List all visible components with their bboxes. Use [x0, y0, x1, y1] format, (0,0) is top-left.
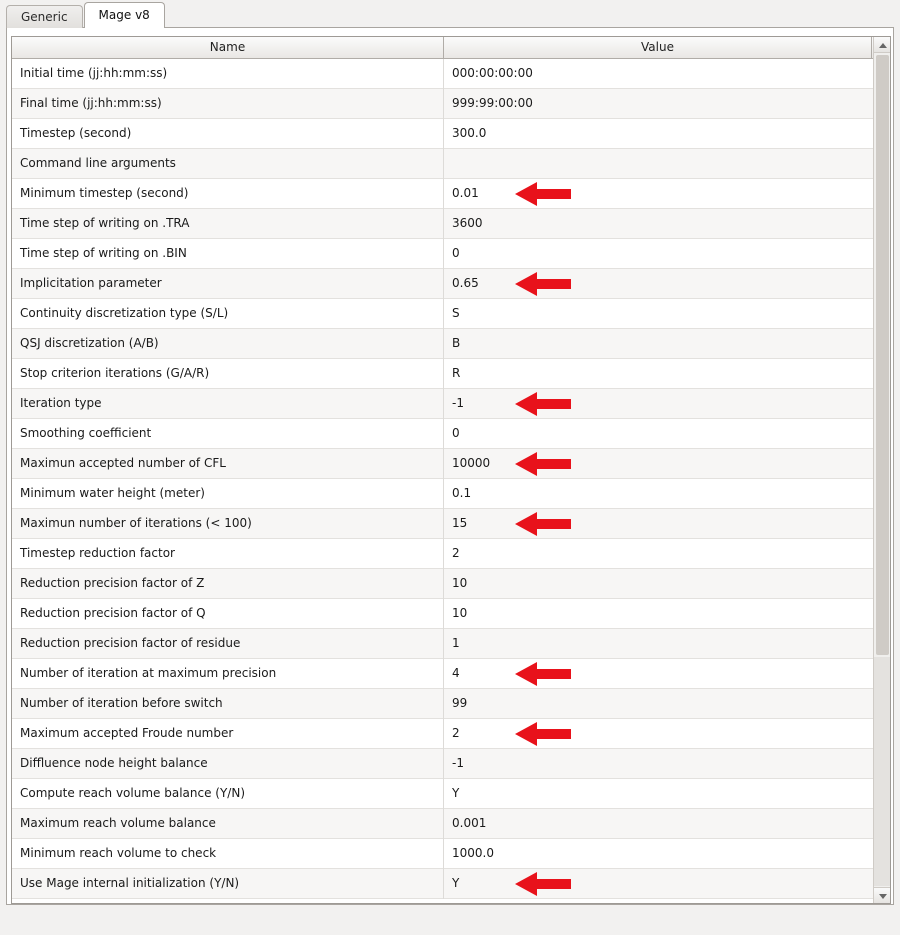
table-row[interactable]: [12, 719, 873, 749]
scroll-up-arrow-icon: [879, 43, 887, 48]
parameter-value-cell[interactable]: Y: [452, 786, 460, 800]
table-row[interactable]: [12, 599, 873, 629]
parameter-value-cell[interactable]: -1: [452, 756, 464, 770]
parameter-name-cell: Timestep reduction factor: [12, 539, 444, 569]
scroll-up-button[interactable]: [874, 37, 891, 53]
parameter-name-cell: Number of iteration at maximum precision: [12, 659, 444, 689]
parameter-name-cell: Maximum accepted Froude number: [12, 719, 444, 749]
parameter-name-cell: Implicitation parameter: [12, 269, 444, 299]
scroll-down-arrow-icon: [879, 894, 887, 899]
parameter-value-cell[interactable]: 10: [452, 606, 468, 620]
parameter-value-cell[interactable]: 99: [452, 696, 468, 710]
parameter-value-cell[interactable]: 2: [452, 726, 460, 740]
parameter-name-cell: Maximun accepted number of CFL: [12, 449, 444, 479]
parameter-name-cell: Minimum water height (meter): [12, 479, 444, 509]
table-row[interactable]: [12, 299, 873, 329]
tab-panel: [6, 27, 894, 905]
table-row[interactable]: [12, 149, 873, 179]
scroll-down-button[interactable]: [874, 887, 891, 903]
parameter-value-cell[interactable]: 3600: [452, 216, 483, 230]
vertical-scrollbar[interactable]: [873, 37, 890, 903]
table-row[interactable]: [12, 479, 873, 509]
table-row[interactable]: [12, 179, 873, 209]
parameter-name-cell: Reduction precision factor of residue: [12, 629, 444, 659]
parameter-name-cell: Continuity discretization type (S/L): [12, 299, 444, 329]
parameter-name-cell: Minimum reach volume to check: [12, 839, 444, 869]
table-row[interactable]: [12, 629, 873, 659]
table-row[interactable]: [12, 569, 873, 599]
table-row[interactable]: [12, 269, 873, 299]
parameter-name-cell: Number of iteration before switch: [12, 689, 444, 719]
parameter-name-cell: Reduction precision factor of Q: [12, 599, 444, 629]
parameter-name-cell: Reduction precision factor of Z: [12, 569, 444, 599]
parameter-value-cell[interactable]: 10000: [452, 456, 491, 470]
parameter-name-cell: Minimum timestep (second): [12, 179, 444, 209]
parameter-value-cell[interactable]: 0.01: [452, 186, 479, 200]
table-row[interactable]: [12, 449, 873, 479]
parameter-name-cell: Compute reach volume balance (Y/N): [12, 779, 444, 809]
parameter-value-cell[interactable]: 4: [452, 666, 460, 680]
parameter-value-cell[interactable]: [444, 149, 873, 179]
table-row[interactable]: [12, 389, 873, 419]
column-header-value[interactable]: Value: [444, 37, 872, 58]
table-row[interactable]: [12, 809, 873, 839]
parameter-value-cell[interactable]: -1: [452, 396, 464, 410]
parameter-value-cell[interactable]: 999:99:00:00: [452, 96, 533, 110]
table-row[interactable]: [12, 749, 873, 779]
parameter-value-cell[interactable]: 0.65: [452, 276, 479, 290]
parameter-value-cell[interactable]: 0.001: [452, 816, 487, 830]
table-row[interactable]: [12, 689, 873, 719]
parameter-value-cell[interactable]: 0: [452, 246, 460, 260]
scrollbar-thumb[interactable]: [876, 55, 889, 655]
parameter-name-cell: Maximum reach volume balance: [12, 809, 444, 839]
parameter-value-cell[interactable]: S: [452, 306, 460, 320]
parameter-name-cell: Initial time (jj:hh:mm:ss): [12, 59, 444, 89]
tab-generic[interactable]: [6, 5, 83, 28]
table-body: [12, 59, 873, 904]
table-row[interactable]: [12, 59, 873, 89]
table-row[interactable]: [12, 419, 873, 449]
parameter-name-cell: Use Mage internal initialization (Y/N): [12, 869, 444, 899]
parameter-value-cell[interactable]: 1000.0: [452, 846, 494, 860]
table-row[interactable]: [12, 239, 873, 269]
tab-bar: [6, 2, 166, 28]
parameter-name-cell: Timestep (second): [12, 119, 444, 149]
table-row[interactable]: [12, 779, 873, 809]
parameter-value-cell[interactable]: 1: [452, 636, 460, 650]
parameter-name-cell: Command line arguments: [12, 149, 444, 179]
table-row[interactable]: [12, 89, 873, 119]
parameter-name-cell: Maximun number of iterations (< 100): [12, 509, 444, 539]
parameter-name-cell: Iteration type: [12, 389, 444, 419]
scrollbar-track[interactable]: [874, 657, 891, 886]
parameter-name-cell: Time step of writing on .BIN: [12, 239, 444, 269]
tab-generic-label: Generic: [21, 10, 68, 24]
parameter-value-cell[interactable]: R: [452, 366, 461, 380]
table-row[interactable]: [12, 659, 873, 689]
parameter-name-cell: QSJ discretization (A/B): [12, 329, 444, 359]
table-header: [12, 37, 890, 59]
parameter-name-cell: Time step of writing on .TRA: [12, 209, 444, 239]
parameter-value-cell[interactable]: Y: [452, 876, 460, 890]
parameter-name-cell: Smoothing coefficient: [12, 419, 444, 449]
table-row[interactable]: [12, 539, 873, 569]
table-row[interactable]: [12, 509, 873, 539]
parameter-name-cell: Stop criterion iterations (G/A/R): [12, 359, 444, 389]
table-row[interactable]: [12, 869, 873, 899]
parameter-value-cell[interactable]: 10: [452, 576, 468, 590]
parameter-value-cell[interactable]: 15: [452, 516, 468, 530]
column-header-name[interactable]: Name: [12, 37, 444, 58]
table-row[interactable]: [12, 359, 873, 389]
parameter-value-cell[interactable]: 2: [452, 546, 460, 560]
tab-mage-v8-label: Mage v8: [98, 8, 150, 22]
parameter-name-cell: Final time (jj:hh:mm:ss): [12, 89, 444, 119]
parameter-value-cell[interactable]: 000:00:00:00: [452, 66, 533, 80]
table-row[interactable]: [12, 209, 873, 239]
table-row[interactable]: [12, 329, 873, 359]
parameter-value-cell[interactable]: 0.1: [452, 486, 472, 500]
table-row[interactable]: [12, 119, 873, 149]
parameter-value-cell[interactable]: B: [452, 336, 461, 350]
parameter-name-cell: Diffluence node height balance: [12, 749, 444, 779]
parameter-value-cell[interactable]: 300.0: [452, 126, 487, 140]
parameters-table: [11, 36, 891, 904]
parameter-value-cell[interactable]: 0: [452, 426, 460, 440]
tab-mage-v8[interactable]: [84, 2, 165, 28]
table-row[interactable]: [12, 839, 873, 869]
